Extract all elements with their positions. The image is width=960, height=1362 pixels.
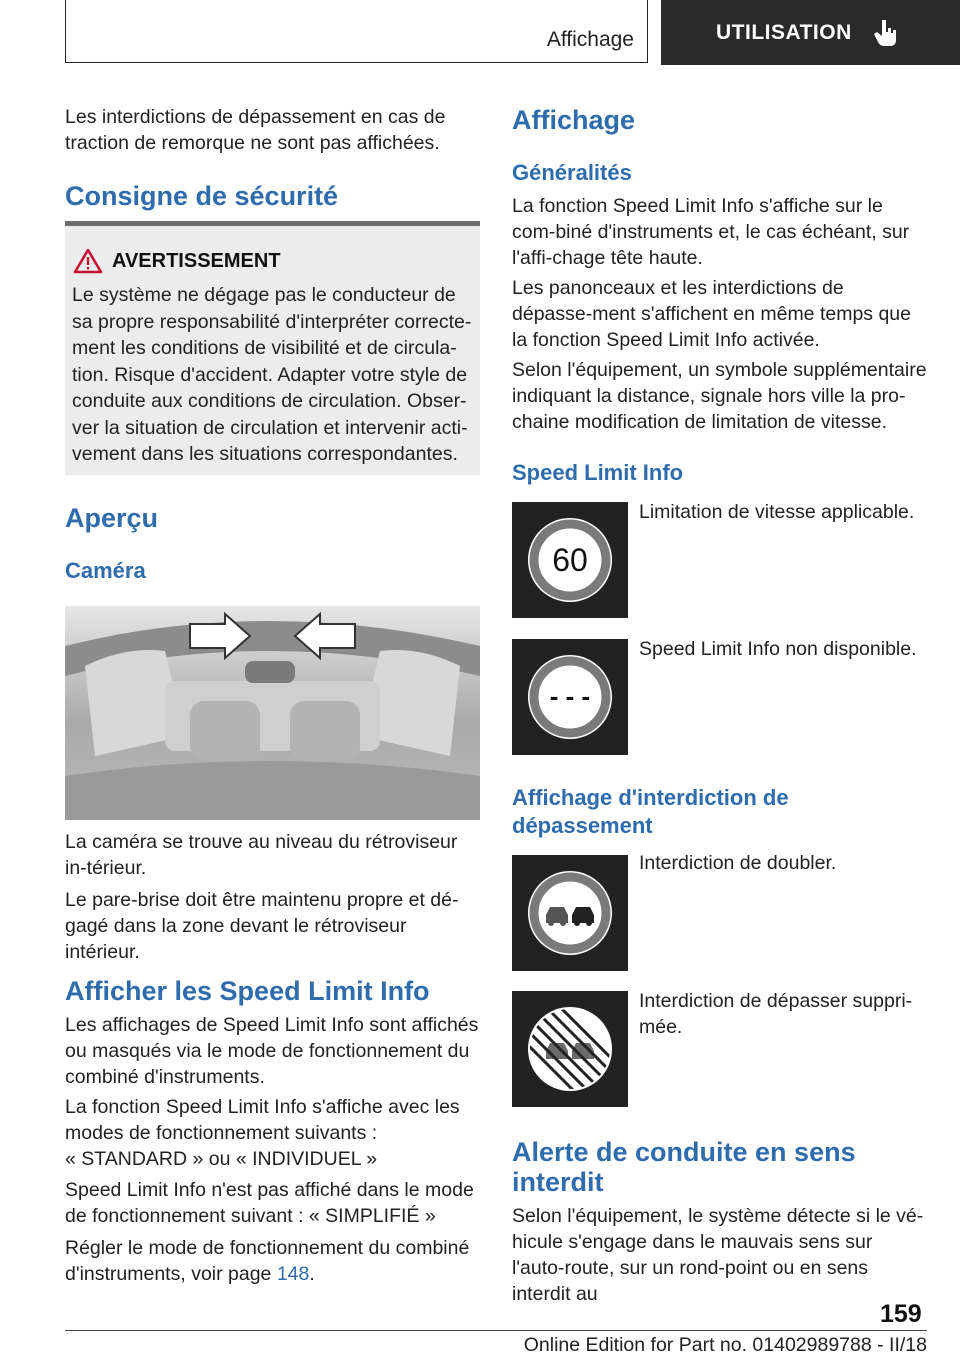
sign-speed-limit-60 — [512, 502, 628, 618]
show-paragraph-4 — [65, 1235, 480, 1287]
subheading-general: Généralités — [512, 160, 632, 185]
warning-box — [65, 221, 480, 475]
intro-paragraph: Les interdictions de dépassement en cas de traction de remorque ne sont pas affichées. — [65, 106, 446, 154]
chapter-tab-label: UTILISATION — [716, 20, 852, 44]
general-paragraph-2: Les panonceaux et les interdictions de dépasse-ment s'affichent en même temps que la fonction Speed Limit Info activée. — [512, 277, 911, 351]
camera-paragraph-2: Le pare-brise doit être maintenu propre et dé-gagé dans la zone devant le rétroviseur intérieur. — [65, 889, 459, 963]
sign-speed-unavailable — [512, 639, 628, 755]
warning-title: AVERTISSEMENT — [112, 250, 281, 272]
sign-no-overtaking — [512, 855, 628, 971]
section-heading-safety: Consigne de sécurité — [65, 181, 339, 211]
sign-2-caption: Speed Limit Info non disponible. — [639, 638, 917, 660]
section-heading-show-sli: Afficher les Speed Limit Info — [65, 976, 430, 1006]
sign-1-caption: Limitation de vitesse applicable. — [639, 501, 915, 523]
hand-pointer-icon — [874, 18, 900, 48]
general-paragraph-3: Selon l'équipement, un symbole supplémentaire indiquant la distance, signale hors ville la pro-chaine modification de limitation de vitesse. — [512, 359, 927, 433]
show-paragraph-1: Les affichages de Speed Limit Info sont affichés ou masqués via le mode de fonctionnement du combiné d'instruments. — [65, 1014, 479, 1088]
footer-edition: Online Edition for Part no. 01402989788 - II/18 — [523, 1334, 927, 1356]
wrong-way-paragraph: Selon l'équipement, le système détecte si le vé-hicule s'engage dans le mauvais sens sur l'auto-route, sur un rond-point ou en sens interdit au — [512, 1205, 924, 1305]
show-paragraph-2 — [65, 1094, 475, 1172]
footer-divider — [65, 1330, 927, 1331]
chapter-tab — [661, 0, 960, 65]
show-paragraph-2-modes: « STANDARD » ou « INDIVIDUEL » — [65, 1148, 378, 1170]
header-section-title: Affichage — [546, 28, 634, 51]
car-interior-illustration — [65, 606, 480, 820]
subheading-overtake-display: Affichage d'interdiction de dépassement — [512, 785, 789, 838]
section-heading-wrong-way: Alerte de conduite en sens interdit — [512, 1137, 856, 1197]
show-paragraph-2-text: La fonction Speed Limit Info s'affiche avec les modes de fonctionnement suivants : — [65, 1096, 460, 1144]
section-heading-overview: Aperçu — [65, 503, 159, 533]
page-link[interactable]: 148 — [276, 1263, 310, 1285]
warning-body: Le système ne dégage pas le conducteur de sa propre responsabilité d'interpréter correcte-ment les conditions de visibilité et de circula-tion. Risque d'accident. Adapter votre style de conduite aux conditions de circulation. Obser-ver la situation de circulation et intervenir acti-vement dans les situations correspondantes. — [72, 284, 472, 465]
page-number: 159 — [880, 1300, 922, 1328]
show-paragraph-4-text: Régler le mode de fonctionnement du combiné d'instruments, voir page — [65, 1237, 470, 1285]
warning-triangle-icon — [73, 248, 103, 274]
camera-paragraph-1: La caméra se trouve au niveau du rétroviseur in-térieur. — [65, 831, 458, 879]
subheading-speed-limit-info: Speed Limit Info — [512, 460, 684, 485]
sign-4-caption: Interdiction de dépasser suppri-mée. — [639, 990, 913, 1038]
sign-dashes: - - - — [549, 681, 591, 711]
show-paragraph-4-end: . — [309, 1263, 315, 1285]
sign-3-caption: Interdiction de doubler. — [639, 852, 837, 874]
sign-speed-value: 60 — [552, 542, 588, 578]
section-heading-display: Affichage — [512, 105, 636, 135]
sign-end-no-overtaking — [512, 991, 628, 1107]
general-paragraph-1: La fonction Speed Limit Info s'affiche sur le com-biné d'instruments et, le cas échéant, sur l'affi-chage tête haute. — [512, 195, 910, 269]
camera-location-image — [65, 606, 480, 820]
subheading-camera: Caméra — [65, 558, 146, 583]
show-paragraph-3: Speed Limit Info n'est pas affiché dans le mode de fonctionnement suivant : « SIMPLIFIÉ » — [65, 1179, 474, 1227]
